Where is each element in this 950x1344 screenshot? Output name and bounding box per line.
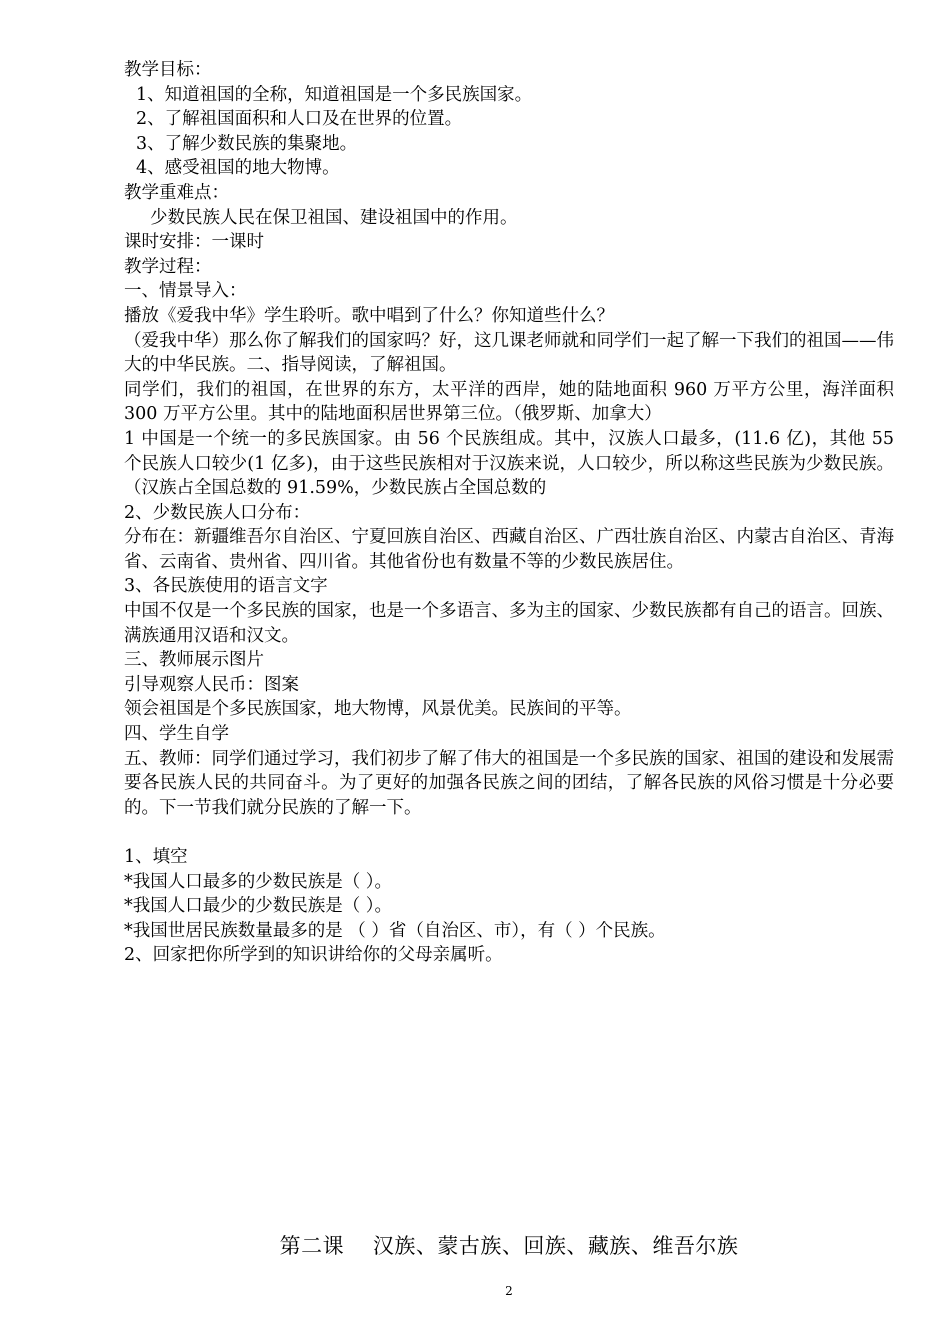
document-body	[124, 58, 894, 968]
next-lesson-title: 第二课 汉族、蒙古族、回族、藏族、维吾尔族	[279, 1234, 739, 1258]
exercise-item: *我国人口最多的少数民族是（ ）。	[124, 871, 393, 892]
section-heading: 四、学生自学	[124, 724, 229, 745]
section-heading: 三、教师展示图片	[124, 650, 264, 671]
paragraph: 播放《爱我中华》学生聆听。歌中唱到了什么？你知道些什么？	[124, 305, 614, 326]
objective-item: 1、知道祖国的全称，知道祖国是一个多民族国家。	[136, 84, 533, 105]
process-heading: 教学过程：	[124, 256, 212, 277]
section-heading: 一、情景导入：	[124, 281, 247, 302]
page-number: 2	[505, 1284, 513, 1298]
section-heading: 2、少数民族人口分布：	[124, 502, 311, 523]
paragraph: （爱我中华）那么你了解我们的国家吗？好，这几课老师就和同学们一起了解一下我们的祖国——伟大的中华民族。二、指导阅读，了解祖国。	[124, 330, 894, 376]
exercise-item: *我国人口最少的少数民族是（ ）。	[124, 896, 393, 917]
paragraph: 1 中国是一个统一的多民族国家。由 56 个民族组成。其中，汉族人口最多，(11.6 亿)，其他 55 个民族人口较少(1 亿多)，由于这些民族相对于汉族来说，人口较少，所以称这些民族为少数民族。（汉族占全国总数的 91.59%，少数民族占全国总数的	[124, 428, 894, 499]
section-heading: 3、各民族使用的语言文字	[124, 576, 328, 597]
exercise-item: *我国世居民族数量最多的是 （ ）省（自治区、市），有（ ）个民族。	[124, 920, 666, 941]
objective-item: 2、了解祖国面积和人口及在世界的位置。	[136, 109, 463, 130]
paragraph: 中国不仅是一个多民族的国家，也是一个多语言、多为主的国家、少数民族都有自己的语言。回族、满族通用汉语和汉文。	[124, 601, 894, 646]
key-points-text: 少数民族人民在保卫祖国、建设祖国中的作用。	[150, 207, 518, 228]
objective-item: 3、了解少数民族的集聚地。	[136, 133, 358, 154]
schedule-line: 课时安排：一课时	[124, 232, 264, 253]
homework-line: 2、回家把你所学到的知识讲给你的父母亲属听。	[124, 945, 503, 966]
paragraph: 引导观察人民币：图案	[124, 674, 299, 695]
paragraph: 同学们，我们的祖国，在世界的东方，太平洋的西岸，她的陆地面积 960 万平方公里，海洋面积 300 万平方公里。其中的陆地面积居世界第三位。（俄罗斯、加拿大）	[124, 379, 894, 425]
paragraph: 分布在：新疆维吾尔自治区、宁夏回族自治区、西藏自治区、广西壮族自治区、内蒙古自治区、青海省、云南省、贵州省、四川省。其他省份也有数量不等的少数民族居住。	[124, 527, 894, 572]
exercise-heading: 1、填空	[124, 847, 188, 867]
paragraph: 领会祖国是个多民族国家，地大物博，风景优美。民族间的平等。	[124, 699, 632, 720]
objective-item: 4、感受祖国的地大物博。	[136, 158, 340, 179]
objectives-heading: 教学目标：	[124, 60, 212, 80]
paragraph: 五、教师：同学们通过学习，我们初步了解了伟大的祖国是一个多民族的国家、祖国的建设和发展需要各民族人民的共同奋斗。为了更好的加强各民族之间的团结，了解各民族的风俗习惯是十分必要的。下一节我们就分民族的了解一下。	[124, 748, 894, 818]
blank-line	[124, 820, 894, 845]
key-points-heading: 教学重难点：	[124, 182, 229, 203]
